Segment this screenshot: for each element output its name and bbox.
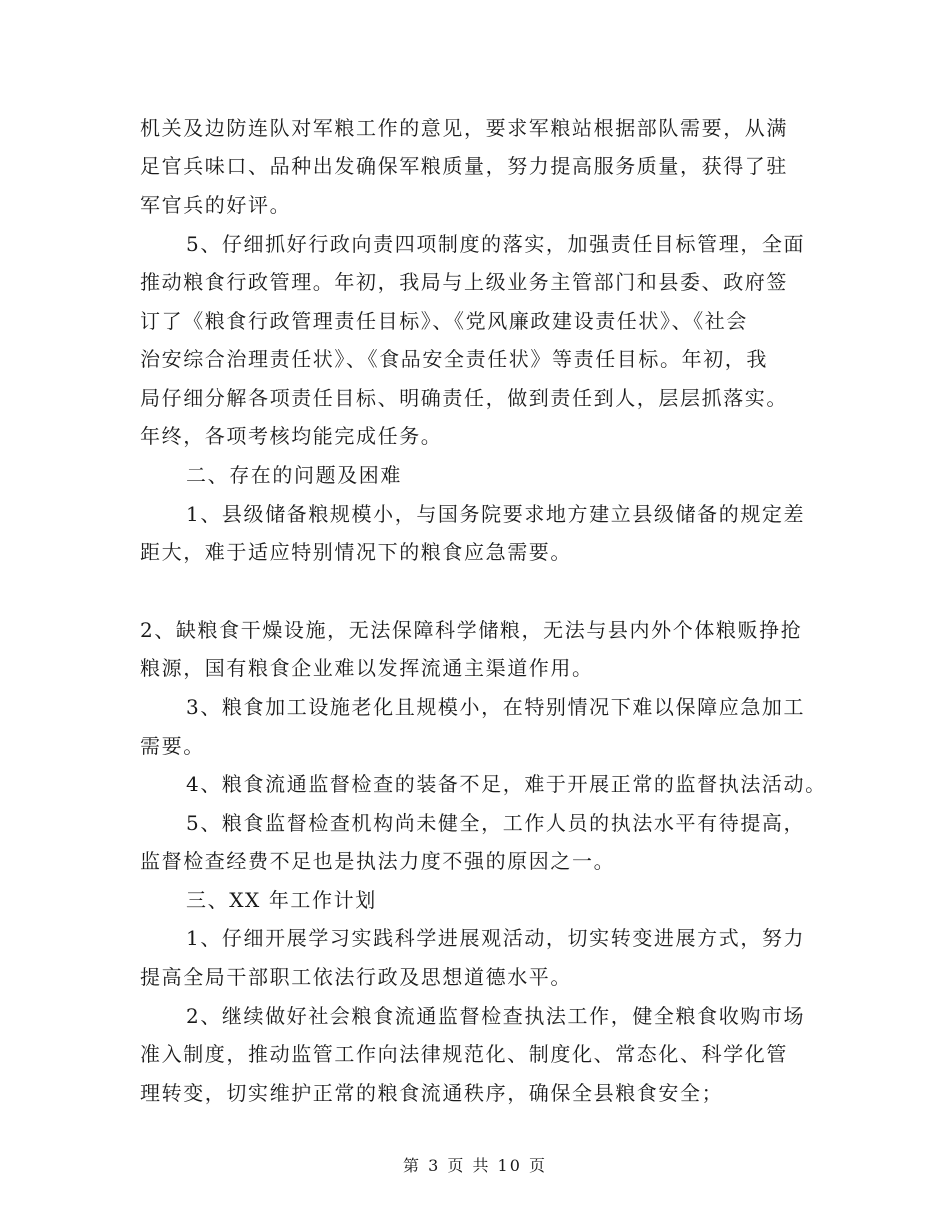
text-line: 理转变，切实维护正常的粮食流通秩序，确保全县粮食安全；	[140, 1081, 724, 1105]
text-line: 5、仔细抓好行政向责四项制度的落实，加强责任目标管理，全面	[186, 232, 806, 256]
section-heading: 三、XX 年工作计划	[186, 888, 377, 912]
text-line: 粮源，国有粮食企业难以发挥流通主渠道作用。	[140, 656, 594, 680]
text-line: 机关及边防连队对军粮工作的意见，要求军粮站根据部队需要，从满	[140, 116, 788, 140]
text-line: 提高全局干部职工依法行政及思想道德水平。	[140, 965, 572, 989]
text-line: 距大，难于适应特别情况下的粮食应急需要。	[140, 540, 572, 564]
text-line: 订了《粮食行政管理责任目标》、《党风廉政建设责任状》、《社会	[140, 309, 748, 333]
text-line: 1、县级储备粮规模小，与国务院要求地方建立县级储备的规定差	[186, 502, 806, 526]
text-line: 准入制度，推动监管工作向法律规范化、制度化、常态化、科学化管	[140, 1042, 788, 1066]
text-line: 3、粮食加工设施老化且规模小，在特别情况下难以保障应急加工	[186, 695, 806, 719]
text-line: 足官兵味口、品种出发确保军粮质量，努力提高服务质量，获得了驻	[140, 154, 788, 178]
text-line: 军官兵的好评。	[140, 193, 292, 217]
text-line: 需要。	[140, 734, 205, 758]
text-line: 监督检查经费不足也是执法力度不强的原因之一。	[140, 849, 616, 873]
text-line: 4、粮食流通监督检查的装备不足，难于开展正常的监督执法活动。	[186, 772, 827, 796]
text-line: 推动粮食行政管理。年初，我局与上级业务主管部门和县委、政府签	[140, 270, 788, 294]
page-number-footer: 第 3 页 共 10 页	[403, 1156, 547, 1175]
text-line: 治安综合治理责任状》、《食品安全责任状》等责任目标。年初，我	[140, 347, 768, 371]
text-line: 局仔细分解各项责任目标、明确责任，做到责任到人，层层抓落实。	[140, 386, 788, 410]
text-line: 2、继续做好社会粮食流通监督检查执法工作，健全粮食收购市场	[186, 1004, 806, 1028]
text-line: 年终，各项考核均能完成任务。	[140, 424, 443, 448]
text-line: 2、缺粮食干燥设施，无法保障科学储粮，无法与县内外个体粮贩挣抢	[140, 618, 803, 642]
text-line: 5、粮食监督检查机构尚未健全，工作人员的执法水平有待提高，	[186, 811, 806, 835]
text-line: 1、仔细开展学习实践科学进展观活动，切实转变进展方式，努力	[186, 926, 806, 950]
section-heading: 二、存在的问题及困难	[186, 463, 402, 487]
